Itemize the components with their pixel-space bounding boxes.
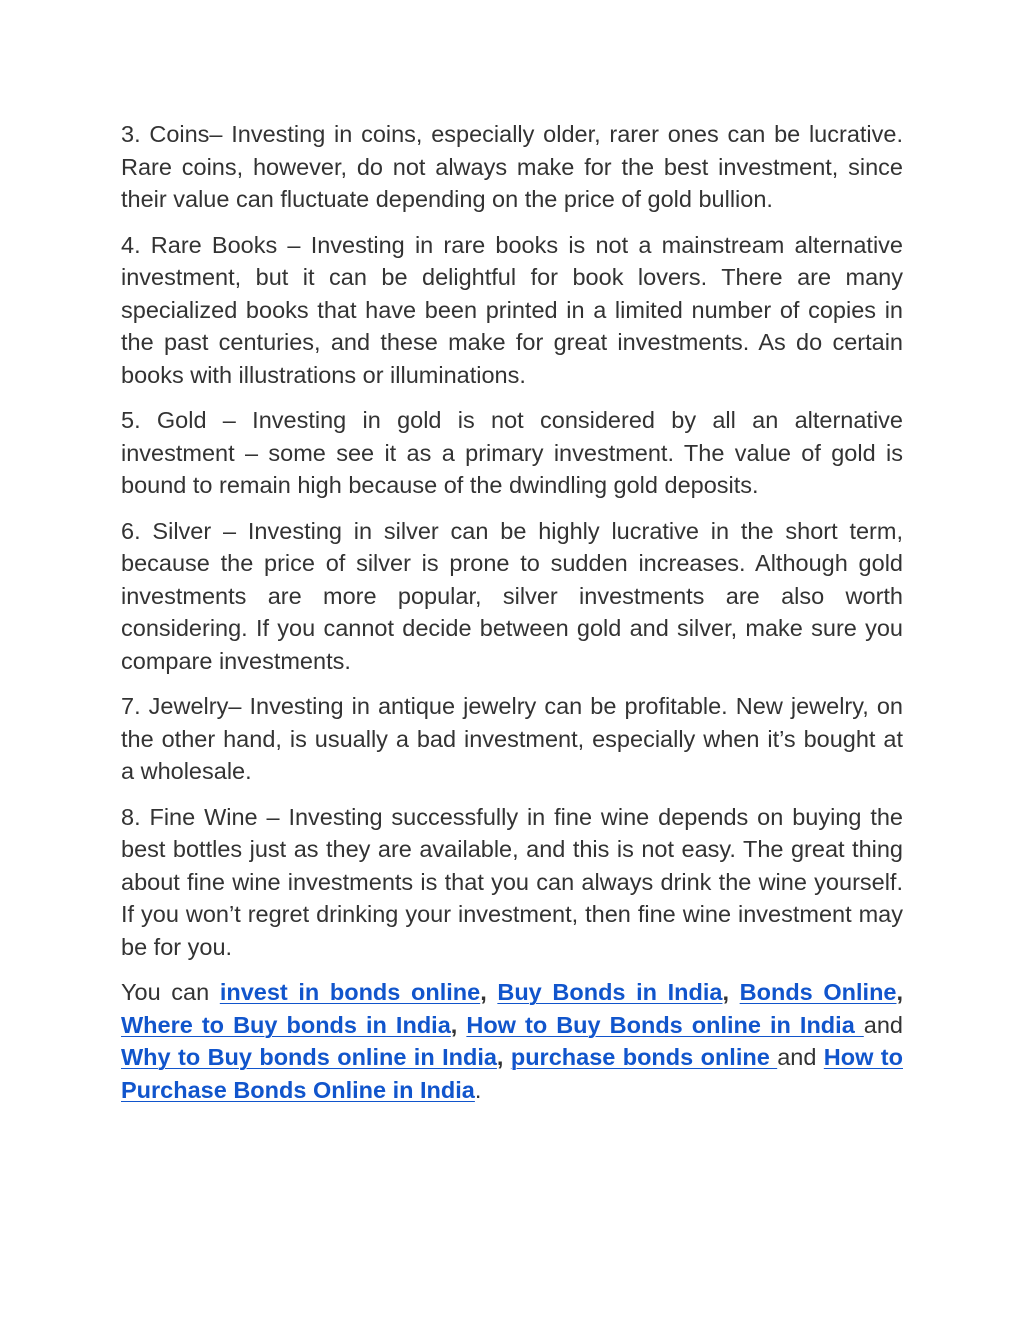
comma-separator: ,: [896, 979, 904, 1005]
link-how-to-purchase-bonds-online-in-india[interactable]: How to Purchase Bonds Online in India: [121, 1044, 903, 1103]
paragraph-coins: 3. Coins– Investing in coins, especially older, rarer ones can be lucrative. Rare coins, however, do not always make for the best investment, since their value can fluctuate depending on the price of gold bullion.: [121, 121, 903, 212]
document-page: [121, 118, 903, 1119]
paragraph-bond-links: [121, 976, 903, 1106]
link-why-to-buy-bonds-online-in-india[interactable]: Why to Buy bonds online in India: [121, 1044, 497, 1070]
link-buy-bonds-in-india[interactable]: Buy Bonds in India: [497, 979, 723, 1005]
comma-separator: ,: [450, 1011, 467, 1038]
paragraph-gold: 5. Gold – Investing in gold is not considered by all an alternative investment – some see it as a primary investment. The value of gold is bound to remain high because of the dwindling gold deposits.: [121, 407, 903, 498]
comma-separator: ,: [722, 979, 740, 1005]
comma-separator: ,: [496, 1044, 511, 1070]
and-connector: and: [863, 1011, 904, 1038]
paragraph-silver: 6. Silver – Investing in silver can be highly lucrative in the short term, because the price of silver is prone to sudden increases. Although gold investments are more popular, silver investments are also worth considering. If you cannot decide between gold and silver, make sure you compare investments.: [121, 517, 903, 674]
link-purchase-bonds-online[interactable]: purchase bonds online: [510, 1044, 778, 1070]
link-where-to-buy-bonds-in-india[interactable]: Where to Buy bonds in India: [121, 1011, 451, 1038]
link-how-to-buy-bonds-online-in-india[interactable]: How to Buy Bonds online in India: [466, 1011, 864, 1038]
paragraph-jewelry: 7. Jewelry– Investing in antique jewelry can be profitable. New jewelry, on the other hand, is usually a bad investment, especially when it’s bought at a wholesale.: [121, 693, 903, 784]
closing-period: .: [474, 1076, 482, 1103]
link-bonds-online[interactable]: Bonds Online: [739, 979, 897, 1005]
link-invest-in-bonds-online[interactable]: invest in bonds online: [219, 979, 481, 1005]
links-intro-text: You can: [121, 979, 220, 1005]
and-connector: and: [777, 1044, 817, 1070]
paragraph-rare-books: 4. Rare Books – Investing in rare books is not a mainstream alternative investment, but it can be delightful for book lovers. There are many specialized books that have been printed in a limited number of copies in the past centuries, and these make for great investments. As do certain books with illustrations or illuminations.: [121, 231, 903, 388]
paragraph-fine-wine: 8. Fine Wine – Investing successfully in fine wine depends on buying the best bottles just as they are available, and this is not easy. The great thing about fine wine investments is that you can always drink the wine yourself. If you won’t regret drinking your investment, then fine wine investment may be for you.: [121, 803, 903, 960]
comma-separator: ,: [480, 979, 498, 1005]
